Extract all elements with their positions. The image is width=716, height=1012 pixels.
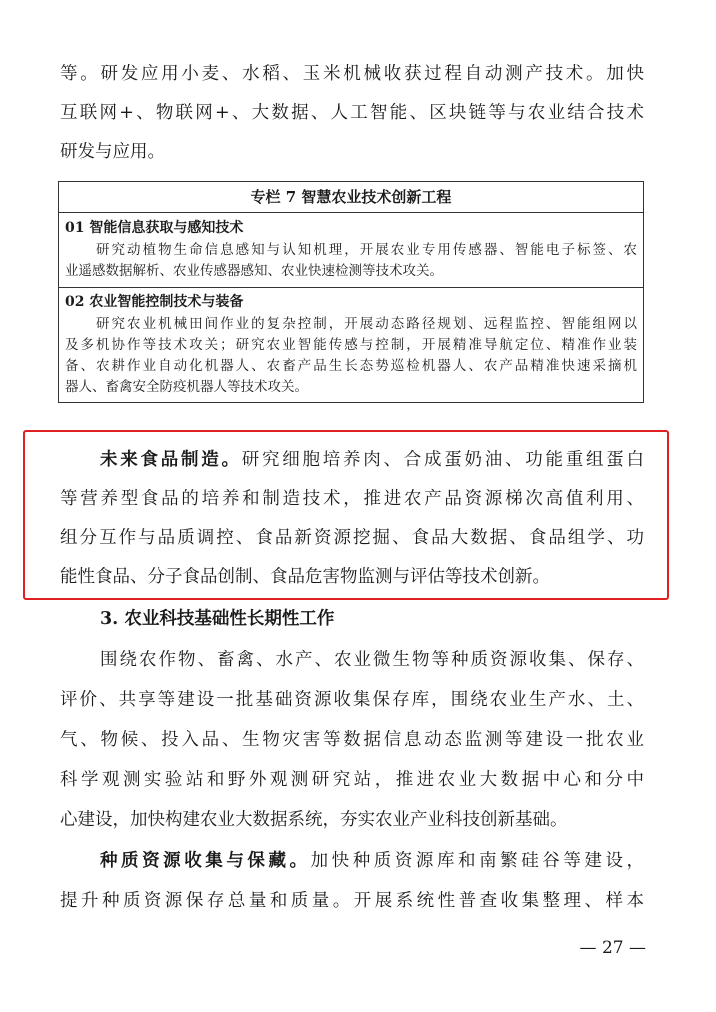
intro-line: 等。研发应用小麦、水稻、玉米机械收获过程自动测产技术。加快 [60, 64, 644, 84]
section-text: 备、农耕作业自动化机器人、农畜产品生长态势巡检机器人、农产品精准快速采摘机 [65, 358, 637, 374]
intro-line: 研发与应用。 [60, 142, 165, 162]
paragraph-line: 能性食品、分子食品创制、食品危害物监测与评估等技术创新。 [60, 567, 550, 587]
paragraph-line: 气、物候、投入品、生物灾害等数据信息动态监测等建设一批农业 [60, 730, 644, 750]
section-text: 业遥感数据解析、农业传感器感知、农业快速检测等技术攻关。 [65, 263, 443, 279]
bold-lead: 种质资源收集与保藏。 [100, 851, 311, 871]
divider [59, 287, 643, 288]
page-number: — 27 — [579, 938, 646, 958]
paragraph-text: 加快种质资源库和南繁硅谷等建设， [310, 851, 644, 871]
paragraph-first-line [100, 849, 644, 873]
paragraph-line: 评价、共享等建设一批基础资源收集保存库，围绕农业生产水、土、 [60, 690, 644, 710]
paragraph-first-line [100, 448, 644, 472]
section-text: 及多机协作等技术攻关；研究农业智能传感与控制，开展精准导航定位、精准作业装 [65, 337, 637, 353]
column-box-title: 专栏 7 智慧农业技术创新工程 [59, 182, 643, 213]
intro-line: 互联网+、物联网+、大数据、人工智能、区块链等与农业结合技术 [60, 103, 644, 123]
paragraph-line: 科学观测实验站和野外观测研究站，推进农业大数据中心和分中 [60, 770, 644, 790]
paragraph-line: 组分互作与品质调控、食品新资源挖掘、食品大数据、食品组学、功 [60, 528, 644, 548]
section-heading: 3. 农业科技基础性长期性工作 [100, 609, 335, 629]
section-text: 研究农业机械田间作业的复杂控制，开展动态路径规划、远程监控、智能组网以 [65, 316, 637, 332]
paragraph-line: 等营养型食品的培养和制造技术，推进农产品资源梯次高值利用、 [60, 489, 644, 509]
paragraph-text: 研究细胞培养肉、合成蛋奶油、功能重组蛋白 [241, 450, 644, 470]
column-box [58, 181, 644, 403]
section-text: 研究动植物生命信息感知与认知机理，开展农业专用传感器、智能电子标签、农 [65, 242, 637, 258]
section-text: 器人、畜禽安全防疫机器人等技术攻关。 [65, 379, 308, 395]
paragraph-line: 提升种质资源保存总量和质量。开展系统性普查收集整理、样本 [60, 891, 644, 911]
bold-lead: 未来食品制造。 [100, 450, 242, 470]
paragraph-line: 心建设，加快构建农业大数据系统，夯实农业产业科技创新基础。 [60, 810, 568, 830]
section-heading: 01 智能信息获取与感知技术 [65, 220, 244, 236]
paragraph-first-line: 围绕农作物、畜禽、水产、农业微生物等种质资源收集、保存、 [100, 650, 644, 670]
section-heading: 02 农业智能控制技术与装备 [65, 294, 244, 310]
